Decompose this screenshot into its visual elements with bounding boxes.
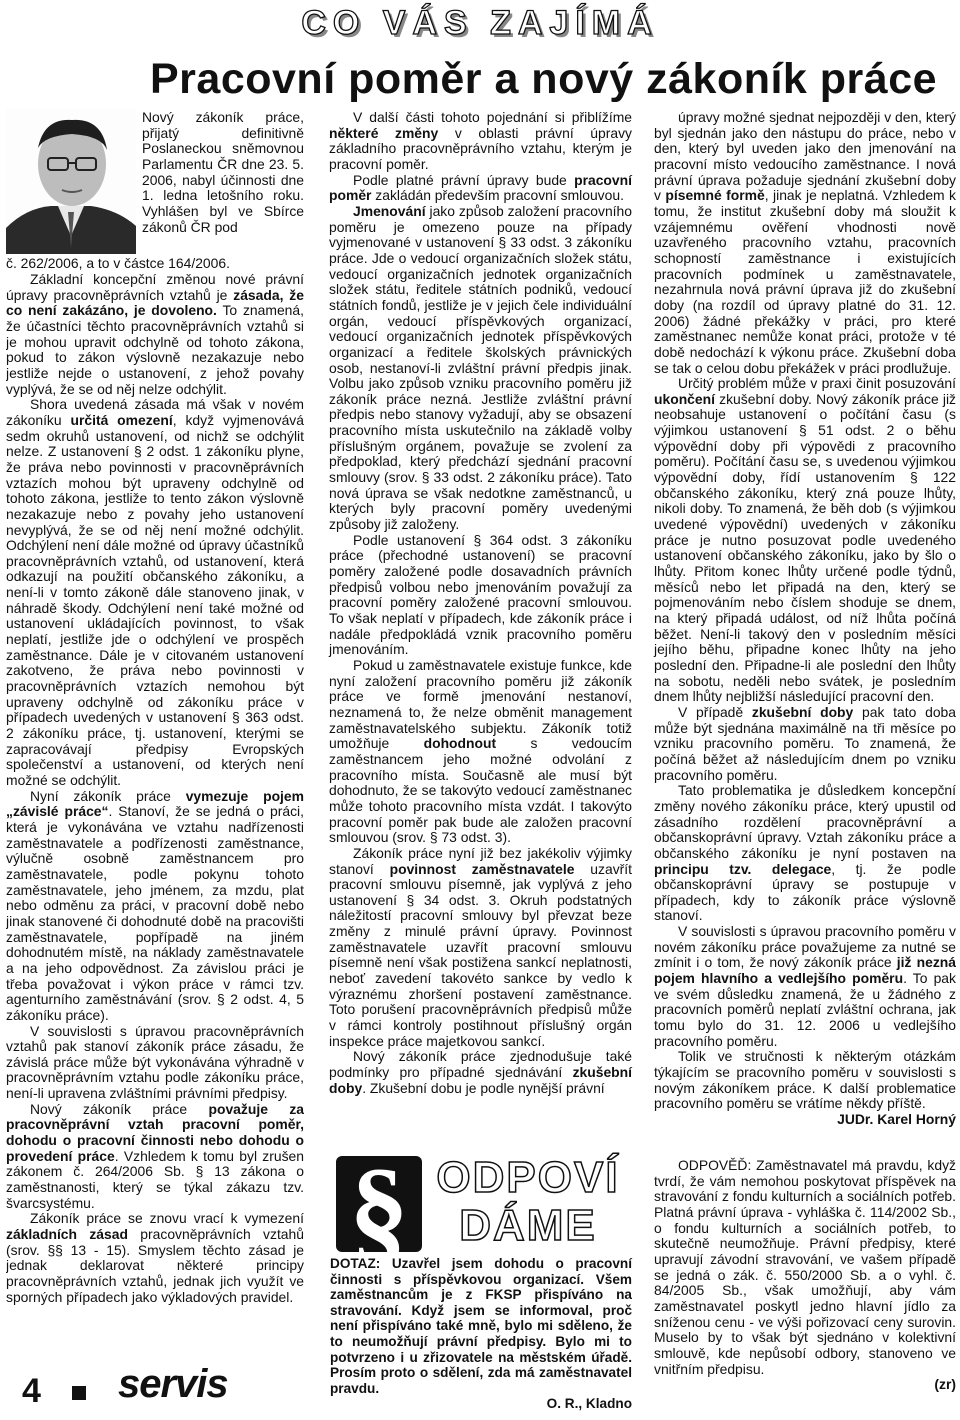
paragraph: V souvislosti s úpravou pracovního poměru v novém zákoníku práce považujeme za nutné se zmínit i o tom, že nový zákoník práce již nezná pojem hlavního a vedlejšího poměru. To pak ve svém důsledku znamená, že u žádného z pracovních poměrů neplatí zvláštní ochrana, jak tomu bylo do 31. 12. 2006 u vedlejšího pracovního poměru. — [654, 923, 956, 1049]
column-1 — [6, 272, 304, 1364]
servis-logo: servis — [118, 1362, 228, 1406]
paragraph: Pokud u zaměstnavatele existuje funkce, kde nyní založení pracovního poměru již zákoník práce ve formě jmenování nestanoví, neznamená to, že nelze obměnit management zaměstnavatelského subjektu. Zákoník totiž umožňuje dohodnout s vedoucím zaměstnancem jeho možné odvolání z pracovního místa. Současně ale musí být dohodnuto, že se takovýto vedoucí zaměstnanec může tohoto pracovního místa vzdát. I takovýto pracovní poměr pak bude ale založen pracovní smlouvou (srov. § 73 odst. 3). — [329, 656, 632, 846]
answer-text: ODPOVĚĎ: Zaměstnavatel má pravdu, když tvrdí, že vám nemohou poskytovat příspěvek na stravování z fondu kulturních a sociálních potřeb. Platná právní úprava - vyhláška č. 114/2002 Sb., o fondu kulturních a sociálních potřeb, to skutečně neumožňuje. Právní předpisy, které upravují závodní stravování, ve vašem případě se jedná o zák. č. 550/2000 Sb. a o vyhl. č. 84/2005 Sb., však umožňují, aby vám zaměstnavatel poskytl jedno hlavní jídlo za sníženou cenu - ve výši pořizovací ceny surovin. Muselo by to však být sjednáno v kolektivní smlouvě, kde nepůsobí odbory, stanoveno ve vnitřním předpisu. (zr) — [654, 1157, 956, 1393]
paragraph: Zákoník práce nyní již bez jakékoliv výjimky stanoví povinnost zaměstnavatele uzavřít pracovní smlouvu písemně, jak vyplývá z jeho ustanovení § 34 odst. 3. Okruh podstatných náležitostí pracovní smlouvy byl převzat beze změny z minulé právní úpravy. Povinnost zaměstnavatele uzavřít pracovní smlouvu písemně není však postižena sankcí neplatnosti, neboť zavedení takovéto sankce by vedlo k výraznému zhoršení postavení zaměstnance. Toto porušení pracovněprávních předpisů může v rámci kontroly postihnout příslušný orgán inspekce práce majetkovou sankcí. — [329, 844, 632, 1049]
paragraph: Shora uvedená zásada má však v novém zákoníku určitá omezení, když vyjmenovává sedm okruhů ustanovení, od nichž se odchýlit nelze. Z ustanovení § 2 odst. 1 zákoníku plyne, že práva nebo povinnosti v pracovněprávních vztazích mohou být upraveny odchylně od tohoto zákona, jestliže to tento zákon výslovně nezakazuje nebo z povahy jeho ustanovení nevyplývá, že se od něj není možné odchýlit. Odchýlení není dále možné od úpravy účastníků pracovněprávních vztahů, od ustanovení, která odkazují na použití občanského zákoníku, a není-li v tomto zákoně dále stanoveno jinak, v náhradě škody. Odchýlení není také možné od ustanovení ukládajících povinnost, to však neplatí, jestliže jde o odchýlení ve prospěch zaměstnance. Dále je v citovaném ustanovení zakotveno, že práva nebo povinnosti v pracovněprávních vztazích nemohou být upraveny odchylně od zákoníku práce v případech uvedených v ustanovení § 363 odst. 2 zákoníku práce, tj. ustanovení, kterými se zapracovávají předpisy Evropských společenství a ustanovení, od kterých není možné se odchýlit. — [6, 396, 304, 788]
paragraph: Určitý problém může v praxi činit posuzování ukončení zkušební doby. Nový zákoník práce již neobsahuje ustanovení o počítání času (s výjimkou ustanovení § 51 odst. 2 o běhu výpovědní doby při výpovědi z pracovního poměru). Počítání času se, s uvedenou výjimkou výpovědní doby, řídí ustanovením § 122 občanského zákoníku, který zná pouze lhůty, nikoli doby. To znamená, že běh dob (s výjimkou uvedené výpovědní) uvedených v zákoníku práce je nutno posuzovat podle uvedeného ustanovení občanského zákoníku, jako by šlo o lhůty. Přitom konec lhůty určené podle týdnů, měsíců nebo let připadá na den, který se pojmenováním nebo číslem shoduje se dnem, na který připadá událost, od níž lhůta počíná běžet. Není-li takový den v posledním měsíci jejího běhu, připadne konec lhůty na jeho poslední den. Připadne-li ale poslední den lhůty na sobotu, neděli nebo svátek, je posledním dnem lhůty nejbližší následující pracovní den. — [654, 375, 956, 705]
answer-signature: (zr) — [934, 1376, 956, 1393]
page-number: 4 — [22, 1372, 41, 1410]
paragraph: Nyní zákoník práce vymezuje pojem „závislé práce“. Stanoví, že se jedná o práci, která je vykonávána ve vztahu nadřízenosti zaměstnavatele a podřízenosti zaměstnance, výlučně osobně zaměstnancem pro zaměstnavatele, podle pokynu tohoto zaměstnavatele, jeho jménem, za mzdu, plat nebo odměnu za práci, v pracovní době nebo jinak stanovené či dohodnuté době na pracovišti zaměstnavatele, popřípadě na jiném dohodnutém místě, na náklady zaměstnavatele a na jeho odpovědnost. Za závislou práci je třeba považovat i výkon práce v rámci tzv. agenturního zaměstnávání (srov. § 2 odst. 4, 5 zákoníku práce). — [6, 787, 304, 1023]
paragraph-icon: § — [336, 1156, 422, 1252]
column-2 — [329, 110, 632, 1148]
question-signature: O. R., Kladno — [546, 1396, 632, 1412]
paragraph: V souvislosti s úpravou pracovněprávních vztahů pak stanoví zákoník práce zásadu, že závislá práce může být vykonávána výhradně v pracovněprávním vztahu podle zákoníku práce, není-li upravena zvláštními právními předpisy. — [6, 1022, 304, 1102]
paragraph: Podle ustanovení § 364 odst. 3 zákoníku práce (přechodné ustanovení) se pracovní poměry založené podle dosavadních právních předpisů volbou nebo jmenováním považují za pracovní poměry založené pracovní smlouvou. To však neplatí v případech, kde zákoník práce i nadále předpokládá vznik pracovního poměru jmenováním. — [329, 531, 632, 658]
column-3 — [654, 110, 956, 1150]
paragraph: Základní koncepční změnou nové právní úpravy pracovněprávních vztahů je zásada, že co není zakázáno, je dovoleno. To znamená, že účastníci těchto pracovněprávních vztahů si je mohou upravit odchylně od tohoto zákona, pokud to zákon výslovně nezakazuje nebo jestliže nejde o ustanovení, z jehož povahy vyplývá, že se od něj nelze odchýlit. — [6, 272, 304, 397]
article-headline: Pracovní poměr a nový zákoník práce — [150, 55, 938, 103]
author-photo — [6, 108, 136, 254]
paragraph: Tato problematika je důsledkem koncepční změny nového zákoníku práce, který upustil od zásadního rozdělení pracovněprávní a občanskoprávní úpravy. Vztah zákoníku práce a občanského zákoníku je nyní postaven na principu tzv. delegace, tj. že podle občanskoprávní úpravy se postupuje v případech, kdy to zákoník práce výslovně stanoví. — [654, 782, 956, 924]
paragraph: Nový zákoník práce zjednodušuje také podmínky pro případné sjednávání zkušební doby. Zkušební dobu je podle nynější právní — [329, 1048, 632, 1096]
paragraph: úpravy možné sjednat nejpozději v den, který byl sjednán jako den nástupu do práce, nebo v den, který byl uveden jako den jmenování na pracovní místo vedoucího zaměstnance. I nová právní úprava požaduje sjednání zkušební doby v písemné formě, jinak je neplatná. Vzhledem k tomu, že institut zkušební doby má sloužit k vzájemnému ověření vhodnosti nově uzavřeného pracovního vztahu, pracovních schopností zaměstnance i existujících pracovních podmínek u zaměstnavatele, nezahrnula nová právní úprava již do zkušební doby (na rozdíl od úpravy platné do 31. 12. 2006) žádné překážky v práci, pro které zaměstnanec nemůže konat práci, protože v té době nedochází k výkonu práce. Zkušební doba se tak o celou dobu překážek v práci prodlužuje. — [654, 109, 956, 376]
paragraph: V případě zkušební doby pak tato doba může být sjednána maximálně na tři měsíce po vzniku pracovního poměru. To znamená, že počíná běžet až následujícím dnem po vzniku pracovního poměru. — [654, 703, 956, 783]
paragraph: Podle platné právní úpravy bude pracovní poměr zakládán především pracovní smlouvou. — [329, 171, 632, 204]
paragraph: Jmenování jako způsob založení pracovního poměru je omezeno pouze na případy vyjmenované v ustanovení § 33 odst. 3 zákoníku práce. Jde o vedoucí organizačních složek státu, vedoucí organizačních jednotek organizačních složek státu, ředitele státních podniků, vedoucí státních fondů, jestliže je v jejich čele individuální orgán, vedoucí příspěvkových organizací, vedoucí organizačních jednotek příspěvkových organizací a ředitele školských právnických osob, nestanoví-li zvláštní právní předpis jinak. Volbu jako způsob vzniku pracovního poměru již zákoník práce nezná. Jestliže zvláštní právní předpis nebo stanovy vyžadují, aby se obsazení pracovního místa uskutečnilo na základě volby příslušným orgánem, považuje se zvolení za předpoklad, který předchází sjednání pracovní smlouvy (srov. § 33 odst. 2 zákoníku práce). Tato nová úprava se však nedotkne zaměstnanců, u kterých byly pracovní poměry uvedenými způsoby již založeny. — [329, 202, 632, 533]
reader-question: DOTAZ: Uzavřel jsem dohodu o pracovní činnosti s příspěvkovou organizací. Všem zaměstnancům je z FKSP přispíváno na stravování. Když jsem se informoval, proč není přispíváno také mně, bylo mi sděleno, že to neumožňují právní předpisy. Bylo mi to potvrzeno i u zřizovatele na městském úřadě. Prosím proto o sdělení, zda má zaměstnavatel pravdu. O. R., Kladno — [330, 1256, 632, 1412]
paragraph: V další části tohoto pojednání si přiblížíme některé změny v oblasti právní úpravy základního pracovněprávního vztahu, kterým je pracovní poměr. — [329, 109, 632, 172]
author-signature: JUDr. Karel Horný — [837, 1111, 956, 1127]
square-bullet-icon — [72, 1386, 86, 1400]
odpovidame-title: ODPOVÍ DÁME — [436, 1153, 620, 1250]
odpovidame-header — [330, 1144, 628, 1277]
paragraph: Zákoník práce se znovu vrací k vymezení základních zásad pracovněprávních vztahů (srov. §§ 13 - 15). Smyslem těchto zásad je jednak deklarovat některé principy pracovněprávních vztahů, jednak jich využít ve sporných případech jako výkladových pravidel. — [6, 1210, 304, 1305]
intro-text-tail: č. 262/2006, a to v částce 164/2006. — [6, 255, 230, 271]
paragraph: Tolik ve stručnosti k některým otázkám týkajícím se pracovního poměru v souvislosti s novým zákoníkem práce. K další problematice pracovního poměru se vrátíme někdy příště. — [654, 1048, 956, 1112]
intro-text: Nový zákoník práce, přijatý definitivně Poslaneckou sněmovnou Parlamentu ČR dne 23. 5. 2006, nabyl účinnosti dne 1. ledna letošního roku. Vyhlášen byl ve Sbírce zákonů ČR pod — [142, 109, 304, 235]
paragraph: Nový zákoník práce považuje za pracovněprávní vztah pracovní poměr, dohodu o pracovní činnosti nebo dohodu o provedení práce. Vzhledem k tomu byl zrušen zákonem č. 264/2006 Sb. § 13 zákona o zaměstnanosti, který se týkal zákazu tzv. švarcsystému. — [6, 1100, 304, 1211]
section-banner: CO VÁS ZAJÍMÁ — [301, 4, 659, 42]
